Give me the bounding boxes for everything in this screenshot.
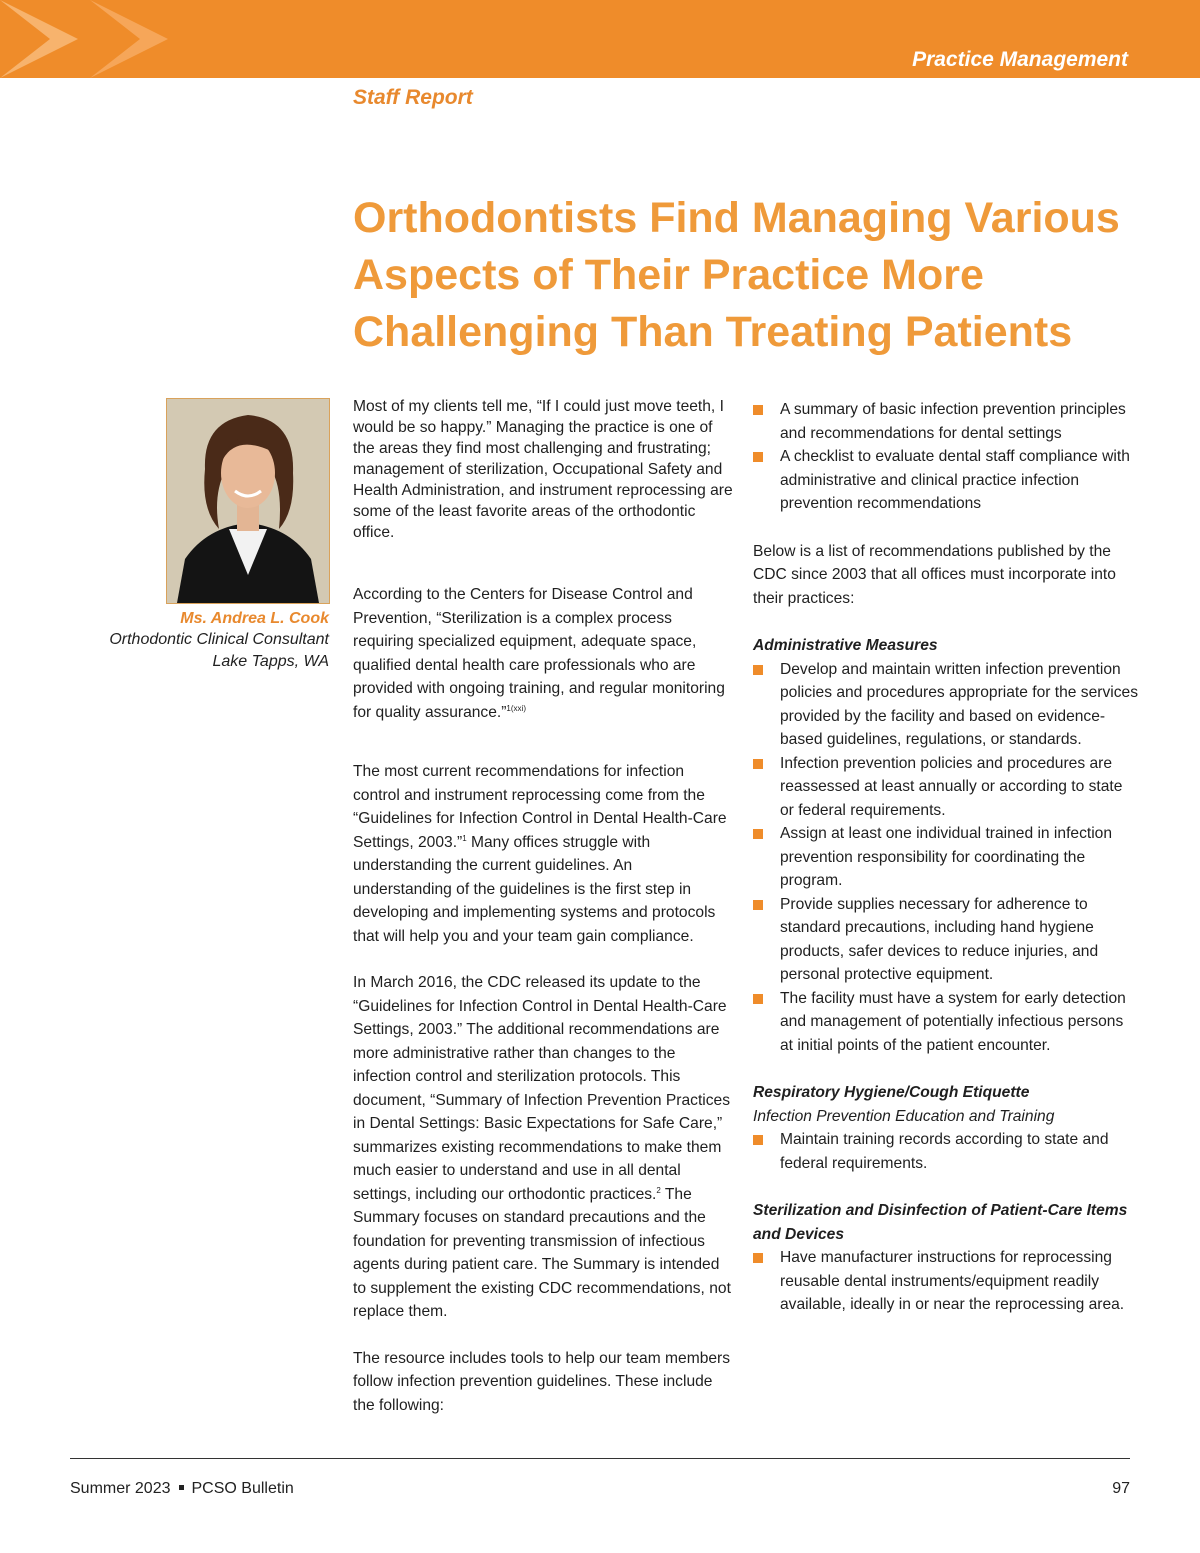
author-photo	[166, 398, 330, 604]
admin-list	[753, 658, 1138, 1058]
sterilization-heading: Sterilization and Disinfection of Patient-Care Items and Devices	[753, 1202, 1128, 1243]
respiratory-list	[753, 1128, 1138, 1175]
citation-ref: 2	[656, 1185, 661, 1195]
author-location: Lake Tapps, WA	[212, 653, 329, 670]
citation-ref: 1(xxi)	[506, 703, 526, 713]
paragraph-2-text: According to the Centers for Disease Control and Prevention, “Sterilization is a complex process requiring specialized equipment, adequate space, qualified dental health care professionals who are provided with ongoing training, and regular monitoring for quality assurance.”	[353, 586, 725, 721]
footer-publication: PCSO Bulletin	[191, 1480, 294, 1497]
paragraph-4	[353, 971, 733, 1324]
list-item: Assign at least one individual trained in infection prevention responsibility for coordinating the program.	[753, 822, 1138, 893]
paragraph-4-text-a: In March 2016, the CDC released its update to the “Guidelines for Infection Control in Dental Health-Care Settings, 2003.” The additional recommendations are more administrative rather than changes to the infection control and sterilization protocols. This document, “Summary of Infection Prevention Practices in Dental Settings: Basic Expectations for Safe Care,” summarizes existing recommendations to make them much easier to understand and use in all dental settings, including our orthodontic practices.	[353, 974, 731, 1203]
paragraph-3	[353, 760, 733, 948]
category-label: Staff Report	[353, 86, 473, 109]
chevron-mask-1	[0, 0, 50, 78]
footer-divider	[70, 1458, 1130, 1459]
list-item: Provide supplies necessary for adherence to standard precautions, including hand hygiene products, safer devices to reduce injuries, and personal protective equipment.	[753, 893, 1138, 987]
tools-list	[753, 398, 1138, 516]
right-column	[753, 398, 1138, 1317]
list-item: Maintain training records according to state and federal requirements.	[753, 1128, 1138, 1175]
paragraph-3-text-a: The most current recommendations for infection control and instrument reprocessing come from the “Guidelines for Infection Control in Dental Health-Care Settings, 2003.”	[353, 763, 727, 851]
education-subheading: Infection Prevention Education and Training	[753, 1107, 1055, 1125]
admin-heading: Administrative Measures	[753, 637, 938, 654]
list-item: Have manufacturer instructions for reprocessing reusable dental instruments/equipment readily available, ideally in or near the reprocessing area.	[753, 1246, 1138, 1317]
paragraph-4-text-b: The Summary focuses on standard precautions and the foundation for preventing transmission of infectious agents during patient care. The Summary is intended to supplement the existing CDC recommendations, not replace them.	[353, 1185, 731, 1320]
list-item: A summary of basic infection prevention principles and recommendations for dental settings	[753, 398, 1138, 445]
left-column	[353, 396, 733, 1417]
sterilization-list	[753, 1246, 1138, 1317]
list-item: A checklist to evaluate dental staff compliance with administrative and clinical practice infection prevention recommendations	[753, 445, 1138, 516]
page-number: 97	[1112, 1480, 1130, 1497]
citation-ref: 1	[462, 833, 467, 843]
header-banner	[0, 0, 1200, 78]
bullet-separator-icon	[179, 1485, 184, 1490]
list-item: The facility must have a system for early detection and management of potentially infectious persons at initial points of the patient encounter.	[753, 987, 1138, 1058]
section-label: Practice Management	[912, 48, 1128, 71]
author-name: Ms. Andrea L. Cook	[180, 610, 329, 627]
article-title: Orthodontists Find Managing Various Aspects of Their Practice More Challenging Than Treating Patients	[353, 194, 1120, 356]
respiratory-heading: Respiratory Hygiene/Cough Etiquette	[753, 1084, 1030, 1101]
footer-issue	[70, 1480, 294, 1498]
list-item: Develop and maintain written infection prevention policies and procedures appropriate for the services provided by the facility and based on evidence-based guidelines, regulations, or standards.	[753, 658, 1138, 752]
author-role: Orthodontic Clinical Consultant	[109, 631, 329, 648]
recommendations-intro: Below is a list of recommendations published by the CDC since 2003 that all offices must incorporate into their practices:	[753, 542, 1116, 607]
paragraph-1: Most of my clients tell me, “If I could just move teeth, I would be so happy.” Managing the practice is one of the areas they find most challenging and frustrating; management of sterilization, Occupational Safety and Health Administration, and instrument reprocessing are some of the least favorite areas of the orthodontic office.	[353, 398, 733, 541]
chevron-mask-2	[90, 0, 140, 78]
paragraph-2	[353, 583, 733, 724]
footer-issue-date: Summer 2023	[70, 1480, 171, 1497]
paragraph-5: The resource includes tools to help our team members follow infection prevention guidelines. These include the following:	[353, 1349, 731, 1414]
paragraph-3-text-b: Many offices struggle with understanding the current guidelines. An understanding of the guidelines is the first step in developing and implementing systems and protocols that will help you and your team gain compliance.	[353, 833, 716, 945]
list-item: Infection prevention policies and procedures are reassessed at least annually or according to state or federal requirements.	[753, 752, 1138, 823]
